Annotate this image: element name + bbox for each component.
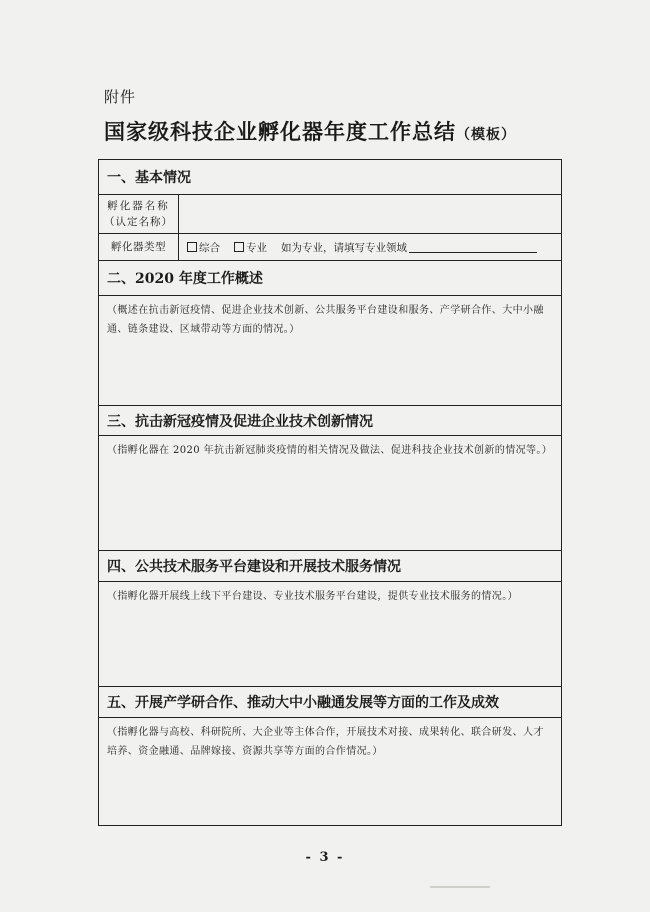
section5-description: （指孵化器与高校、科研院所、大企业等主体合作，开展技术对接、成果转化、联合研发、人才培养、资金融通、品牌嫁接、资源共享等方面的合作情况。）	[107, 727, 544, 757]
option-specialized[interactable]	[234, 240, 267, 255]
section5-heading: 五、开展产学研合作、推动大中小融通发展等方面的工作及成效	[107, 695, 499, 711]
section4-heading: 四、公共技术服务平台建设和开展技术服务情况	[107, 559, 401, 575]
section5-header-row	[99, 687, 561, 718]
section3-header-row	[99, 406, 561, 436]
incubator-name-row	[99, 195, 561, 234]
incubator-name-label-line1: 孵化器名称	[107, 200, 170, 212]
section3-description: （指孵化器在 2020 年抗击新冠肺炎疫情的相关情况及做法、促进科技企业技术创新的情况等。）	[107, 445, 553, 456]
incubator-name-field[interactable]	[181, 195, 561, 233]
incubator-type-label	[99, 234, 179, 260]
attachment-label: 附件	[104, 88, 137, 106]
report-form	[98, 159, 562, 826]
title-suffix: （模板）	[456, 127, 516, 143]
option-specialized-label: 专业	[246, 241, 267, 254]
incubator-type-options	[187, 234, 561, 260]
incubator-type-row	[99, 234, 561, 261]
section2-body[interactable]	[99, 296, 561, 406]
specialized-prompt-text: 如为专业，请填写专业领域	[281, 241, 407, 254]
checkbox-specialized[interactable]	[234, 242, 244, 252]
section4-description: （指孵化器开展线上线下平台建设、专业技术服务平台建设，提供专业技术服务的情况。）	[107, 591, 518, 602]
scan-mark	[430, 886, 490, 888]
section5-body[interactable]	[99, 718, 561, 824]
section4-header-row	[99, 551, 561, 582]
section3-heading: 三、抗击新冠疫情及促进企业技术创新情况	[107, 413, 373, 430]
section1-header-row	[99, 160, 561, 195]
option-comprehensive[interactable]	[187, 240, 220, 255]
section2-header-row	[99, 261, 561, 296]
specialized-field-prompt	[281, 240, 537, 255]
title-main: 国家级科技企业孵化器年度工作总结	[104, 119, 456, 144]
specialized-field-line[interactable]	[409, 242, 537, 253]
section4-body[interactable]	[99, 582, 561, 687]
page-number: - 3 -	[305, 850, 345, 865]
checkbox-comprehensive[interactable]	[187, 242, 197, 252]
section2-heading: 二、2020 年度工作概述	[107, 271, 263, 287]
section2-description: （概述在抗击新冠疫情、促进企业技术创新、公共服务平台建设和服务、产学研合作、大中小融通、链条建设、区域带动等方面的情况。）	[107, 305, 544, 335]
incubator-type-label-text: 孵化器类型	[111, 241, 166, 253]
document-title	[104, 116, 516, 146]
section1-heading: 一、基本情况	[107, 170, 191, 186]
option-comprehensive-label: 综合	[199, 241, 220, 254]
section3-body[interactable]	[99, 436, 561, 551]
incubator-name-label-line2: （认定名称）	[104, 216, 173, 228]
incubator-name-label	[99, 195, 179, 233]
